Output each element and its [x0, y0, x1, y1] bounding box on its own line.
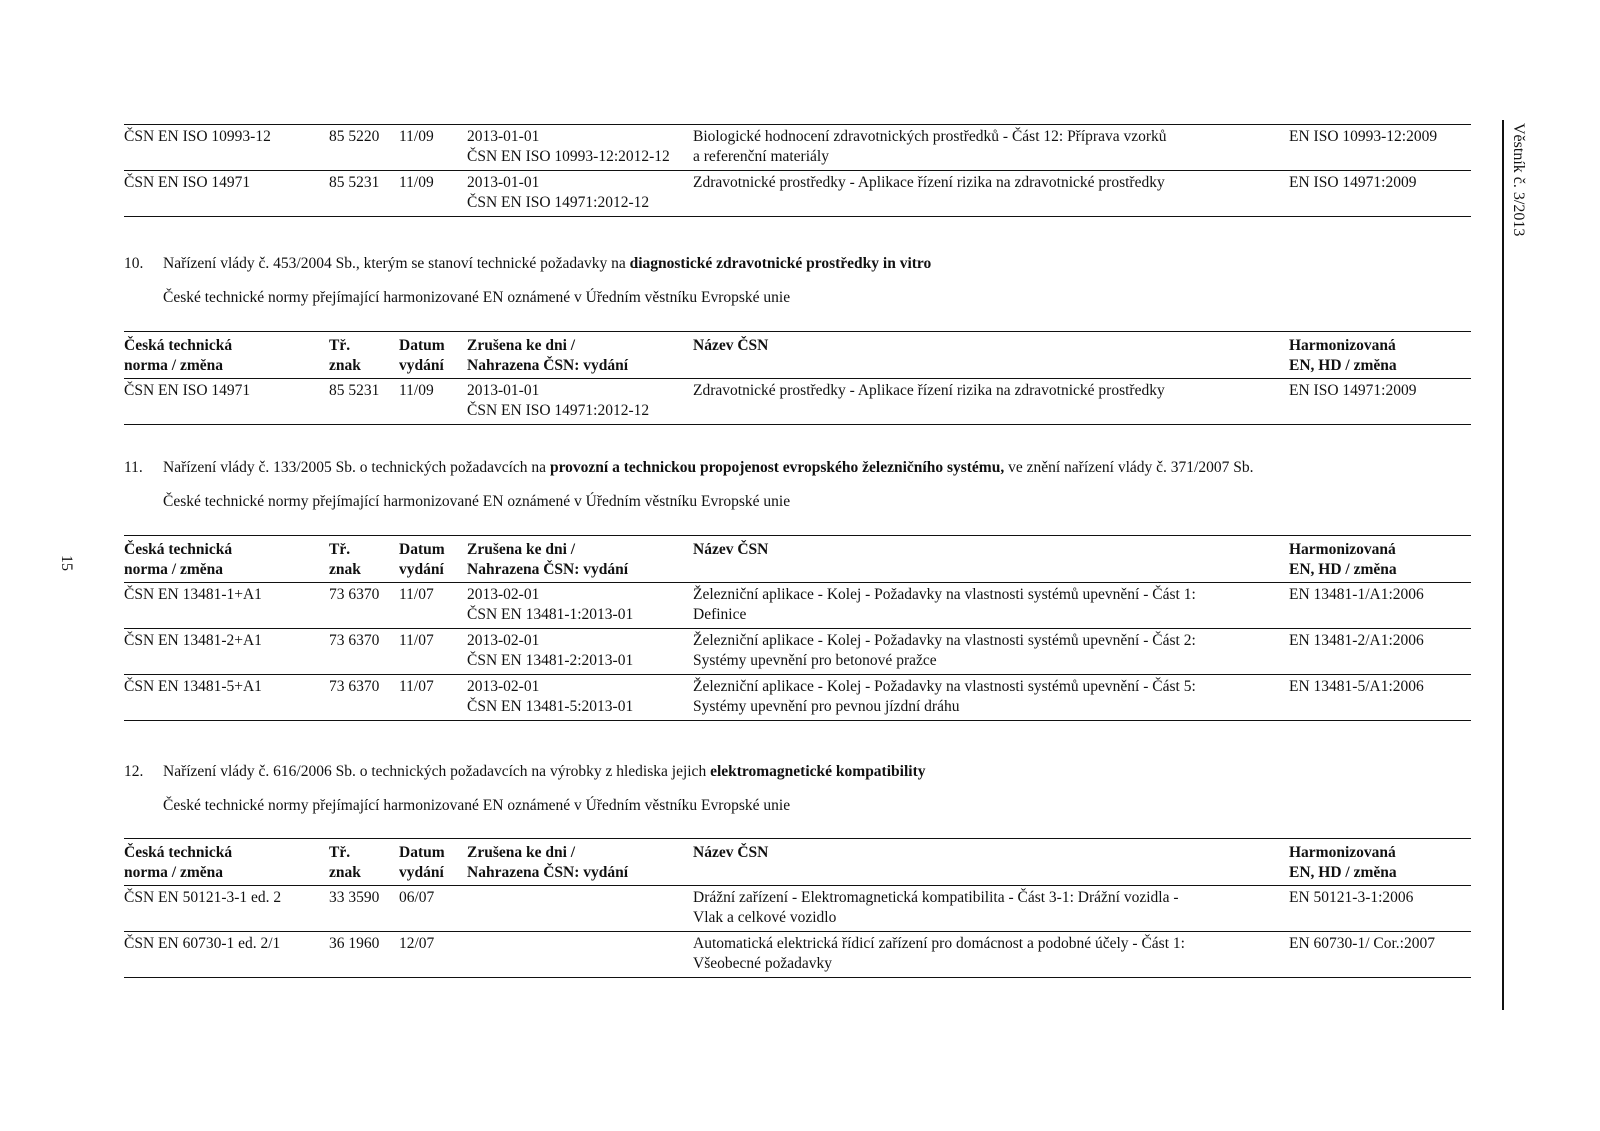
col-norma: Česká technická norma / změna: [124, 839, 329, 886]
nazev-cell: Automatická elektrická řídicí zařízení pro domácnost a podobné účely - Část 1: Všeobecné požadavky: [693, 932, 1289, 978]
zrusena-cell: 2013-02-01 ČSN EN 13481-5:2013-01: [467, 675, 693, 721]
table-row: [124, 675, 1471, 721]
nazev-cell: Biologické hodnocení zdravotnických prostředků - Část 12: Příprava vzorků a referenční materiály: [693, 125, 1289, 171]
norma-cell: ČSN EN 13481-5+A1: [124, 675, 329, 721]
margin-rule: [1502, 120, 1504, 1010]
zrusena-cell: 2013-01-01 ČSN EN ISO 10993-12:2012-12: [467, 125, 693, 171]
harmonizovana-cell: EN ISO 14971:2009: [1289, 171, 1471, 217]
col-datum: Datum vydání: [399, 839, 467, 886]
col-nazev: Název ČSN: [693, 536, 1289, 583]
table-row: [124, 379, 1471, 425]
top-table: [124, 124, 1471, 217]
table-row: [124, 932, 1471, 978]
norma-cell: ČSN EN ISO 14971: [124, 379, 329, 425]
nazev-cell: Železniční aplikace - Kolej - Požadavky na vlastnosti systémů upevnění - Část 2: Systémy upevnění pro betonové pražce: [693, 629, 1289, 675]
table-header: [124, 332, 1471, 379]
zrusena-cell: [467, 886, 693, 932]
harmonizovana-cell: EN 50121-3-1:2006: [1289, 886, 1471, 932]
nazev-cell: Železniční aplikace - Kolej - Požadavky na vlastnosti systémů upevnění - Část 5: Systémy upevnění pro pevnou jízdní dráhu: [693, 675, 1289, 721]
table-row: [124, 629, 1471, 675]
harmonizovana-cell: EN 13481-1/A1:2006: [1289, 583, 1471, 629]
datum-cell: 11/09: [399, 125, 467, 171]
section-heading: 12. Nařízení vlády č. 616/2006 Sb. o technických požadavcích na výrobky z hlediska jejich elektromagnetické kompatibility: [124, 763, 926, 780]
table-row: [124, 125, 1471, 171]
col-harmonizovana: Harmonizovaná EN, HD / změna: [1289, 536, 1471, 583]
col-datum: Datum vydání: [399, 536, 467, 583]
norma-cell: ČSN EN 13481-1+A1: [124, 583, 329, 629]
datum-cell: 12/07: [399, 932, 467, 978]
col-harmonizovana: Harmonizovaná EN, HD / změna: [1289, 839, 1471, 886]
page-number: 15: [58, 555, 75, 571]
harmonizovana-cell: EN 13481-2/A1:2006: [1289, 629, 1471, 675]
harmonizovana-cell: EN 13481-5/A1:2006: [1289, 675, 1471, 721]
col-zrusena: Zrušena ke dni / Nahrazena ČSN: vydání: [467, 332, 693, 379]
col-norma: Česká technická norma / změna: [124, 332, 329, 379]
datum-cell: 11/09: [399, 171, 467, 217]
harmonizovana-cell: EN ISO 10993-12:2009: [1289, 125, 1471, 171]
zrusena-cell: 2013-01-01 ČSN EN ISO 14971:2012-12: [467, 171, 693, 217]
section-subtitle: České technické normy přejímající harmonizované EN oznámené v Úředním věstníku Evropské unie: [163, 797, 791, 814]
zrusena-cell: 2013-02-01 ČSN EN 13481-1:2013-01: [467, 583, 693, 629]
datum-cell: 06/07: [399, 886, 467, 932]
col-zrusena: Zrušena ke dni / Nahrazena ČSN: vydání: [467, 839, 693, 886]
col-znak: Tř. znak: [329, 839, 399, 886]
nazev-cell: Zdravotnické prostředky - Aplikace řízení rizika na zdravotnické prostředky: [693, 379, 1289, 425]
zrusena-cell: 2013-01-01 ČSN EN ISO 14971:2012-12: [467, 379, 693, 425]
col-harmonizovana: Harmonizovaná EN, HD / změna: [1289, 332, 1471, 379]
col-norma: Česká technická norma / změna: [124, 536, 329, 583]
table-header: [124, 536, 1471, 583]
nazev-cell: Zdravotnické prostředky - Aplikace řízení rizika na zdravotnické prostředky: [693, 171, 1289, 217]
zrusena-cell: 2013-02-01 ČSN EN 13481-2:2013-01: [467, 629, 693, 675]
table-row: [124, 171, 1471, 217]
znak-cell: 73 6370: [329, 629, 399, 675]
zrusena-cell: [467, 932, 693, 978]
norma-cell: ČSN EN 60730-1 ed. 2/1: [124, 932, 329, 978]
datum-cell: 11/07: [399, 583, 467, 629]
norma-cell: ČSN EN ISO 14971: [124, 171, 329, 217]
znak-cell: 85 5231: [329, 379, 399, 425]
nazev-cell: Železniční aplikace - Kolej - Požadavky na vlastnosti systémů upevnění - Část 1: Definice: [693, 583, 1289, 629]
datum-cell: 11/07: [399, 675, 467, 721]
harmonizovana-cell: EN ISO 14971:2009: [1289, 379, 1471, 425]
section-subtitle: České technické normy přejímající harmonizované EN oznámené v Úředním věstníku Evropské unie: [163, 493, 791, 510]
col-nazev: Název ČSN: [693, 332, 1289, 379]
znak-cell: 85 5231: [329, 171, 399, 217]
section-heading: 10. Nařízení vlády č. 453/2004 Sb., kterým se stanoví technické požadavky na diagnostické zdravotnické prostředky in vitro: [124, 255, 932, 272]
table-row: [124, 583, 1471, 629]
norma-cell: ČSN EN 50121-3-1 ed. 2: [124, 886, 329, 932]
norms-table: [124, 535, 1471, 721]
datum-cell: 11/07: [399, 629, 467, 675]
issue-label: Věstník č. 3/2013: [1510, 123, 1527, 237]
norms-table: [124, 331, 1471, 425]
norma-cell: ČSN EN ISO 10993-12: [124, 125, 329, 171]
znak-cell: 85 5220: [329, 125, 399, 171]
norms-table: [124, 838, 1471, 978]
col-znak: Tř. znak: [329, 332, 399, 379]
norma-cell: ČSN EN 13481-2+A1: [124, 629, 329, 675]
znak-cell: 36 1960: [329, 932, 399, 978]
znak-cell: 73 6370: [329, 675, 399, 721]
section-subtitle: České technické normy přejímající harmonizované EN oznámené v Úředním věstníku Evropské unie: [163, 289, 791, 306]
section-heading: 11. Nařízení vlády č. 133/2005 Sb. o technických požadavcích na provozní a technickou propojenost evropského železničního systému, ve znění nařízení vlády č. 371/2007 Sb.: [124, 459, 1254, 476]
znak-cell: 73 6370: [329, 583, 399, 629]
datum-cell: 11/09: [399, 379, 467, 425]
table-header: [124, 839, 1471, 886]
znak-cell: 33 3590: [329, 886, 399, 932]
harmonizovana-cell: EN 60730-1/ Cor.:2007: [1289, 932, 1471, 978]
col-nazev: Název ČSN: [693, 839, 1289, 886]
table-row: [124, 886, 1471, 932]
col-znak: Tř. znak: [329, 536, 399, 583]
col-zrusena: Zrušena ke dni / Nahrazena ČSN: vydání: [467, 536, 693, 583]
col-datum: Datum vydání: [399, 332, 467, 379]
nazev-cell: Drážní zařízení - Elektromagnetická kompatibilita - Část 3-1: Drážní vozidla - Vlak a celkové vozidlo: [693, 886, 1289, 932]
